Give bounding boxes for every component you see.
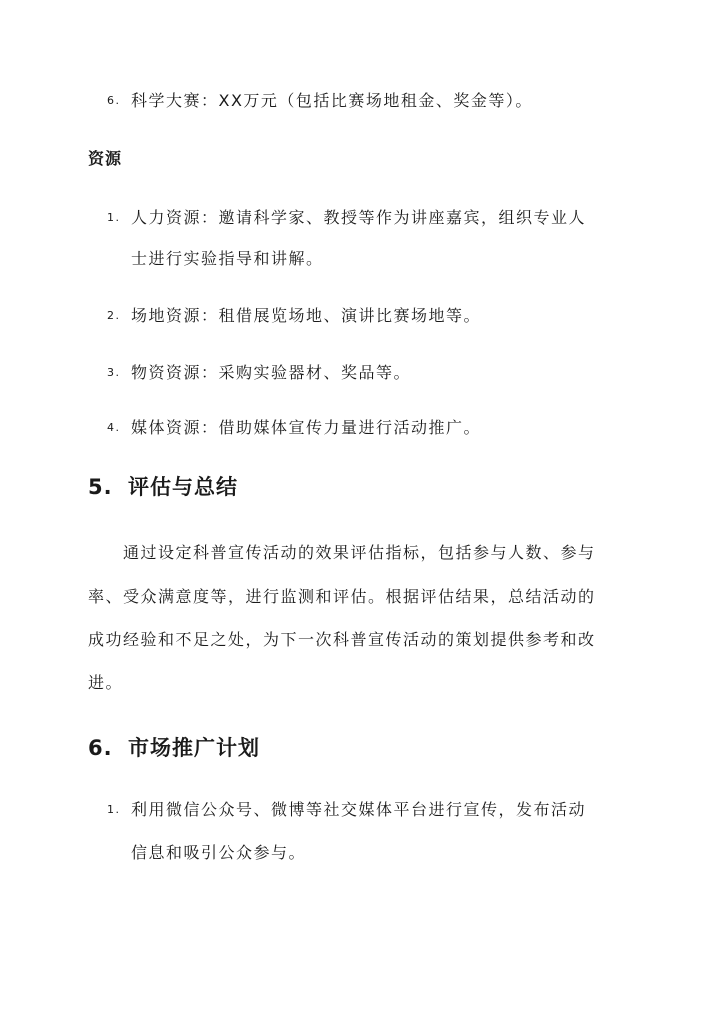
section-5-paragraph-line-2: 率、受众满意度等，进行监测和评估。根据评估结果，总结活动的 <box>88 587 596 606</box>
list-number: 1. <box>107 211 121 224</box>
resource-item-1-continuation: 士进行实验指导和讲解。 <box>131 249 324 268</box>
resource-item-4 <box>107 415 481 438</box>
resource-item-3 <box>107 360 411 383</box>
resources-heading: 资源 <box>88 149 123 168</box>
section-title: 市场推广计划 <box>128 736 260 760</box>
section-number: 6. <box>88 736 113 760</box>
section-6-heading <box>88 732 260 762</box>
promo-item-1-continuation: 信息和吸引公众参与。 <box>131 843 307 862</box>
section-5-paragraph-line-1: 通过设定科普宣传活动的效果评估指标，包括参与人数、参与 <box>123 543 596 562</box>
list-text: 科学大赛：XX万元（包括比赛场地租金、奖金等）。 <box>131 91 533 110</box>
resource-item-1 <box>107 205 586 228</box>
list-number: 4. <box>107 421 121 434</box>
promo-item-1 <box>107 797 586 820</box>
list-text: 人力资源：邀请科学家、教授等作为讲座嘉宾，组织专业人 <box>131 208 587 227</box>
section-5-heading <box>88 471 238 501</box>
list-text: 利用微信公众号、微博等社交媒体平台进行宣传，发布活动 <box>131 800 587 819</box>
list-number: 2. <box>107 309 121 322</box>
budget-item-6 <box>107 88 533 111</box>
list-text: 场地资源：租借展览场地、演讲比赛场地等。 <box>131 306 482 325</box>
list-number: 1. <box>107 803 121 816</box>
list-text: 媒体资源：借助媒体宣传力量进行活动推广。 <box>131 418 482 437</box>
resource-item-2 <box>107 303 481 326</box>
list-text: 物资资源：采购实验器材、奖品等。 <box>131 363 412 382</box>
section-title: 评估与总结 <box>128 475 238 499</box>
list-number: 6. <box>107 94 121 107</box>
list-number: 3. <box>107 366 121 379</box>
section-5-paragraph-line-4: 进。 <box>88 673 124 692</box>
section-number: 5. <box>88 475 113 499</box>
section-5-paragraph-line-3: 成功经验和不足之处，为下一次科普宣传活动的策划提供参考和改 <box>88 630 596 649</box>
